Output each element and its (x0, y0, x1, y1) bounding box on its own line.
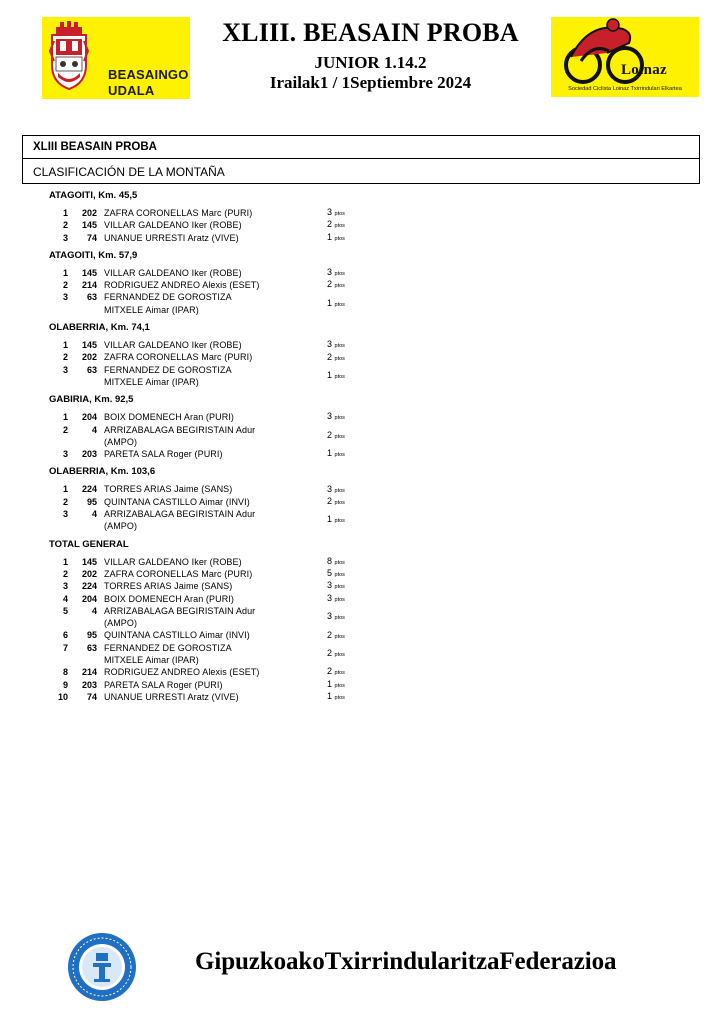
classification-section (49, 189, 369, 244)
points-unit: ptos (334, 651, 345, 658)
race-name: XLIII BEASAIN PROBA (33, 141, 157, 153)
rider-points (327, 410, 345, 424)
rider-name-line: UNANUE URRESTI Aratz (VIVE) (104, 232, 239, 243)
federation-name: GipuzkoakoTxirrindularitzaFederazioa (195, 948, 617, 975)
classification-section (49, 465, 369, 532)
points-unit: ptos (334, 283, 345, 290)
rider-row (49, 364, 369, 389)
points-value: 1 (327, 448, 333, 459)
rider-dorsal: 214 (81, 667, 97, 678)
classification-section (49, 249, 369, 316)
rider-row (49, 642, 369, 667)
rider-name-line: ZAFRA CORONELLAS Marc (PURI) (104, 568, 253, 579)
rider-position: 7 (62, 642, 68, 653)
rider-name (104, 629, 304, 641)
rider-position: 2 (62, 568, 68, 579)
points-value: 2 (327, 666, 333, 677)
rider-position: 2 (62, 496, 68, 507)
rider-name-line: VILLAR GALDEANO Iker (ROBE) (104, 340, 242, 351)
points-value: 1 (327, 231, 333, 242)
rider-row (49, 448, 369, 460)
rider-dorsal: 145 (81, 556, 97, 567)
rider-row (49, 483, 369, 495)
rider-row (49, 267, 369, 279)
rider-row (49, 291, 369, 316)
rider-position: 5 (62, 605, 68, 616)
rider-name (104, 351, 304, 363)
points-unit: ptos (334, 518, 345, 525)
logo-left-text-1: BEASAINGO (108, 67, 189, 82)
rider-name (104, 496, 304, 508)
race-category: JUNIOR 1.14.2 (314, 53, 427, 72)
rider-points (327, 350, 345, 364)
points-value: 5 (327, 567, 333, 578)
rider-position: 1 (62, 484, 68, 495)
points-unit: ptos (334, 633, 345, 640)
rider-row (49, 580, 369, 592)
rider-points (327, 647, 345, 661)
rider-name-line: ARRIZABALAGA BEGIRISTAIN Adur (104, 509, 256, 520)
rider-name-line: MITXELE Aimar (IPAR) (104, 655, 199, 666)
logo-left-text-2: UDALA (108, 83, 155, 98)
rider-name-line: ARRIZABALAGA BEGIRISTAIN Adur (104, 424, 256, 435)
rider-name-line: RODRIGUEZ ANDREO Alexis (ESET) (104, 280, 260, 291)
rider-points (327, 690, 345, 704)
federation-logo-icon (66, 931, 138, 1003)
rider-name (104, 232, 304, 244)
rider-row (49, 279, 369, 291)
points-value: 3 (327, 610, 333, 621)
rider-position: 2 (62, 424, 68, 435)
rider-row (49, 219, 369, 231)
points-unit: ptos (334, 373, 345, 380)
rider-name (104, 605, 304, 630)
points-value: 1 (327, 369, 333, 380)
rider-name-line: MITXELE Aimar (IPAR) (104, 304, 199, 315)
rider-position: 1 (62, 412, 68, 423)
rider-row (49, 666, 369, 678)
points-value: 1 (327, 690, 333, 701)
rider-name-line: FERNANDEZ DE GOROSTIZA (104, 364, 232, 375)
rider-name-line: VILLAR GALDEANO Iker (ROBE) (104, 556, 242, 567)
rider-row (49, 679, 369, 691)
rider-points (327, 592, 345, 606)
rider-dorsal: 202 (81, 208, 97, 218)
rider-dorsal: 202 (81, 352, 97, 363)
rider-row (49, 424, 369, 449)
race-title: XLIII. BEASAIN PROBA (222, 18, 519, 47)
rider-name (104, 207, 304, 219)
loinaz-club-logo (551, 17, 699, 97)
rider-points (327, 278, 345, 292)
points-unit: ptos (334, 270, 345, 277)
points-value: 2 (327, 351, 333, 362)
cyclist-icon (551, 17, 699, 97)
classification-title: CLASIFICACIÓN DE LA MONTAÑA (33, 165, 225, 179)
rider-position: 9 (62, 679, 68, 690)
points-unit: ptos (334, 433, 345, 440)
rider-name-line: FERNANDEZ DE GOROSTIZA (104, 642, 232, 653)
rider-row (49, 496, 369, 508)
rider-position: 6 (62, 630, 68, 641)
rider-position: 4 (62, 593, 68, 604)
points-value: 3 (327, 266, 333, 277)
rider-position: 3 (62, 232, 68, 243)
rider-name-line: QUINTANA CASTILLO Aimar (INVI) (104, 496, 250, 507)
rider-name-line: MITXELE Aimar (IPAR) (104, 376, 199, 387)
race-date: Irailak1 / 1Septiembre 2024 (269, 73, 472, 92)
rider-name (104, 424, 304, 449)
points-value: 2 (327, 647, 333, 658)
points-unit: ptos (334, 301, 345, 308)
rider-name (104, 580, 304, 592)
club-subtitle: Sociedad Ciclista Loinaz Txirrindulari Elkartea (568, 86, 682, 92)
points-value: 1 (327, 297, 333, 308)
points-unit: ptos (334, 343, 345, 350)
points-unit: ptos (334, 223, 345, 230)
classification-header-box (22, 135, 700, 184)
rider-dorsal: 4 (91, 509, 97, 520)
points-value: 2 (327, 429, 333, 440)
rider-dorsal: 63 (86, 292, 97, 303)
rider-name-line: PARETA SALA Roger (PURI) (104, 679, 223, 690)
section-title: TOTAL GENERAL (49, 538, 129, 550)
beasaingo-udala-logo (42, 17, 190, 99)
points-unit: ptos (334, 694, 345, 701)
coat-of-arms-icon (48, 21, 90, 93)
points-unit: ptos (334, 452, 345, 459)
rider-name-line: VILLAR GALDEANO Iker (ROBE) (104, 267, 242, 278)
rider-row (49, 593, 369, 605)
rider-name-line: TORRES ARIAS Jaime (SANS) (104, 581, 233, 592)
rider-position: 1 (62, 556, 68, 567)
classification-section (49, 538, 369, 704)
rider-position: 10 (57, 691, 68, 702)
rider-points (327, 369, 345, 383)
rider-row (49, 629, 369, 641)
rider-row (49, 568, 369, 580)
rider-row (49, 556, 369, 568)
rider-name (104, 593, 304, 605)
points-unit: ptos (334, 415, 345, 422)
rider-position: 1 (62, 208, 68, 218)
rider-dorsal: 204 (81, 593, 97, 604)
rider-dorsal: 224 (81, 581, 97, 592)
rider-position: 1 (62, 267, 68, 278)
rider-name (104, 364, 304, 389)
rider-name (104, 291, 304, 316)
section-title: OLABERRIA, Km. 74,1 (49, 322, 150, 334)
rider-name-line: RODRIGUEZ ANDREO Alexis (ESET) (104, 667, 260, 678)
points-value: 2 (327, 495, 333, 506)
rider-name-line: (AMPO) (104, 436, 138, 447)
rider-dorsal: 204 (81, 412, 97, 423)
rider-position: 3 (62, 509, 68, 520)
rider-dorsal: 145 (81, 340, 97, 351)
points-value: 3 (327, 580, 333, 591)
rider-position: 3 (62, 581, 68, 592)
rider-name-line: TORRES ARIAS Jaime (SANS) (104, 484, 233, 495)
rider-name-line: QUINTANA CASTILLO Aimar (INVI) (104, 630, 250, 641)
rider-row (49, 411, 369, 423)
rider-dorsal: 224 (81, 484, 97, 495)
rider-name-line: ZAFRA CORONELLAS Marc (PURI) (104, 352, 253, 363)
section-title: ATAGOITI, Km. 45,5 (49, 190, 138, 201)
rider-name (104, 666, 304, 678)
rider-dorsal: 4 (91, 424, 97, 435)
rider-name (104, 568, 304, 580)
classification-section (49, 321, 369, 388)
rider-dorsal: 63 (86, 364, 97, 375)
points-unit: ptos (334, 499, 345, 506)
rider-name-line: BOIX DOMENECH Aran (PURI) (104, 593, 235, 604)
rider-row (49, 605, 369, 630)
rider-dorsal: 145 (81, 220, 97, 231)
rider-name-line: FERNANDEZ DE GOROSTIZA (104, 292, 232, 303)
rider-position: 1 (62, 340, 68, 351)
rider-points (327, 447, 345, 461)
rider-dorsal: 74 (86, 232, 97, 243)
rider-dorsal: 145 (81, 267, 97, 278)
rider-position: 2 (62, 352, 68, 363)
points-unit: ptos (334, 614, 345, 621)
points-value: 1 (327, 678, 333, 689)
rider-position: 2 (62, 220, 68, 231)
classification-section (49, 393, 369, 460)
rider-name (104, 483, 304, 495)
rider-name-line: ZAFRA CORONELLAS Marc (PURI) (104, 208, 253, 218)
rider-position: 8 (62, 667, 68, 678)
rider-row (49, 339, 369, 351)
rider-position: 2 (62, 280, 68, 291)
points-value: 3 (327, 592, 333, 603)
race-name-row (23, 136, 699, 159)
rider-dorsal: 214 (81, 280, 97, 291)
rider-name (104, 679, 304, 691)
rider-name (104, 556, 304, 568)
rider-position: 3 (62, 364, 68, 375)
points-unit: ptos (334, 210, 345, 217)
rider-name-line: (AMPO) (104, 618, 138, 629)
points-value: 1 (327, 514, 333, 525)
rider-name (104, 448, 304, 460)
points-value: 3 (327, 206, 333, 217)
points-value: 2 (327, 279, 333, 290)
rider-name (104, 691, 304, 703)
points-value: 3 (327, 411, 333, 422)
points-unit: ptos (334, 235, 345, 242)
section-title: GABIRIA, Km. 92,5 (49, 394, 134, 406)
points-unit: ptos (334, 584, 345, 591)
rider-row (49, 508, 369, 533)
section-title: OLABERRIA, Km. 103,6 (49, 466, 156, 478)
section-title: ATAGOITI, Km. 57,9 (49, 249, 138, 261)
club-name: Loinaz (621, 62, 667, 78)
rider-points (327, 231, 345, 245)
rider-points (327, 513, 345, 527)
points-unit: ptos (334, 571, 345, 578)
rider-row (49, 232, 369, 244)
points-unit: ptos (334, 559, 345, 566)
rider-row (49, 207, 369, 219)
rider-row (49, 691, 369, 703)
rider-dorsal: 203 (81, 449, 97, 460)
rider-name (104, 508, 304, 533)
rider-points (327, 297, 345, 311)
rider-name (104, 267, 304, 279)
rider-points (327, 495, 345, 509)
points-unit: ptos (334, 596, 345, 603)
rider-points (327, 429, 345, 443)
rider-name-line: BOIX DOMENECH Aran (PURI) (104, 412, 235, 423)
points-value: 2 (327, 629, 333, 640)
rider-dorsal: 63 (86, 642, 97, 653)
rider-points (327, 610, 345, 624)
rider-dorsal: 4 (91, 605, 97, 616)
points-unit: ptos (334, 670, 345, 677)
points-unit: ptos (334, 487, 345, 494)
points-value: 3 (327, 483, 333, 494)
points-value: 2 (327, 219, 333, 230)
points-unit: ptos (334, 355, 345, 362)
rider-dorsal: 95 (86, 630, 97, 641)
mountain-classification (49, 189, 369, 708)
rider-name (104, 642, 304, 667)
rider-position: 3 (62, 449, 68, 460)
rider-dorsal: 74 (86, 691, 97, 702)
rider-name-line: ARRIZABALAGA BEGIRISTAIN Adur (104, 605, 256, 616)
rider-dorsal: 95 (86, 496, 97, 507)
rider-position: 3 (62, 292, 68, 303)
rider-name (104, 219, 304, 231)
rider-dorsal: 202 (81, 568, 97, 579)
rider-dorsal: 203 (81, 679, 97, 690)
rider-name (104, 339, 304, 351)
rider-name-line: PARETA SALA Roger (PURI) (104, 449, 223, 460)
points-value: 3 (327, 339, 333, 350)
rider-name (104, 279, 304, 291)
rider-name-line: (AMPO) (104, 521, 138, 532)
rider-row (49, 351, 369, 363)
points-unit: ptos (334, 682, 345, 689)
rider-name (104, 411, 304, 423)
rider-name-line: UNANUE URRESTI Aratz (VIVE) (104, 691, 239, 702)
points-value: 8 (327, 555, 333, 566)
rider-points (327, 628, 345, 642)
rider-name-line: VILLAR GALDEANO Iker (ROBE) (104, 220, 242, 231)
